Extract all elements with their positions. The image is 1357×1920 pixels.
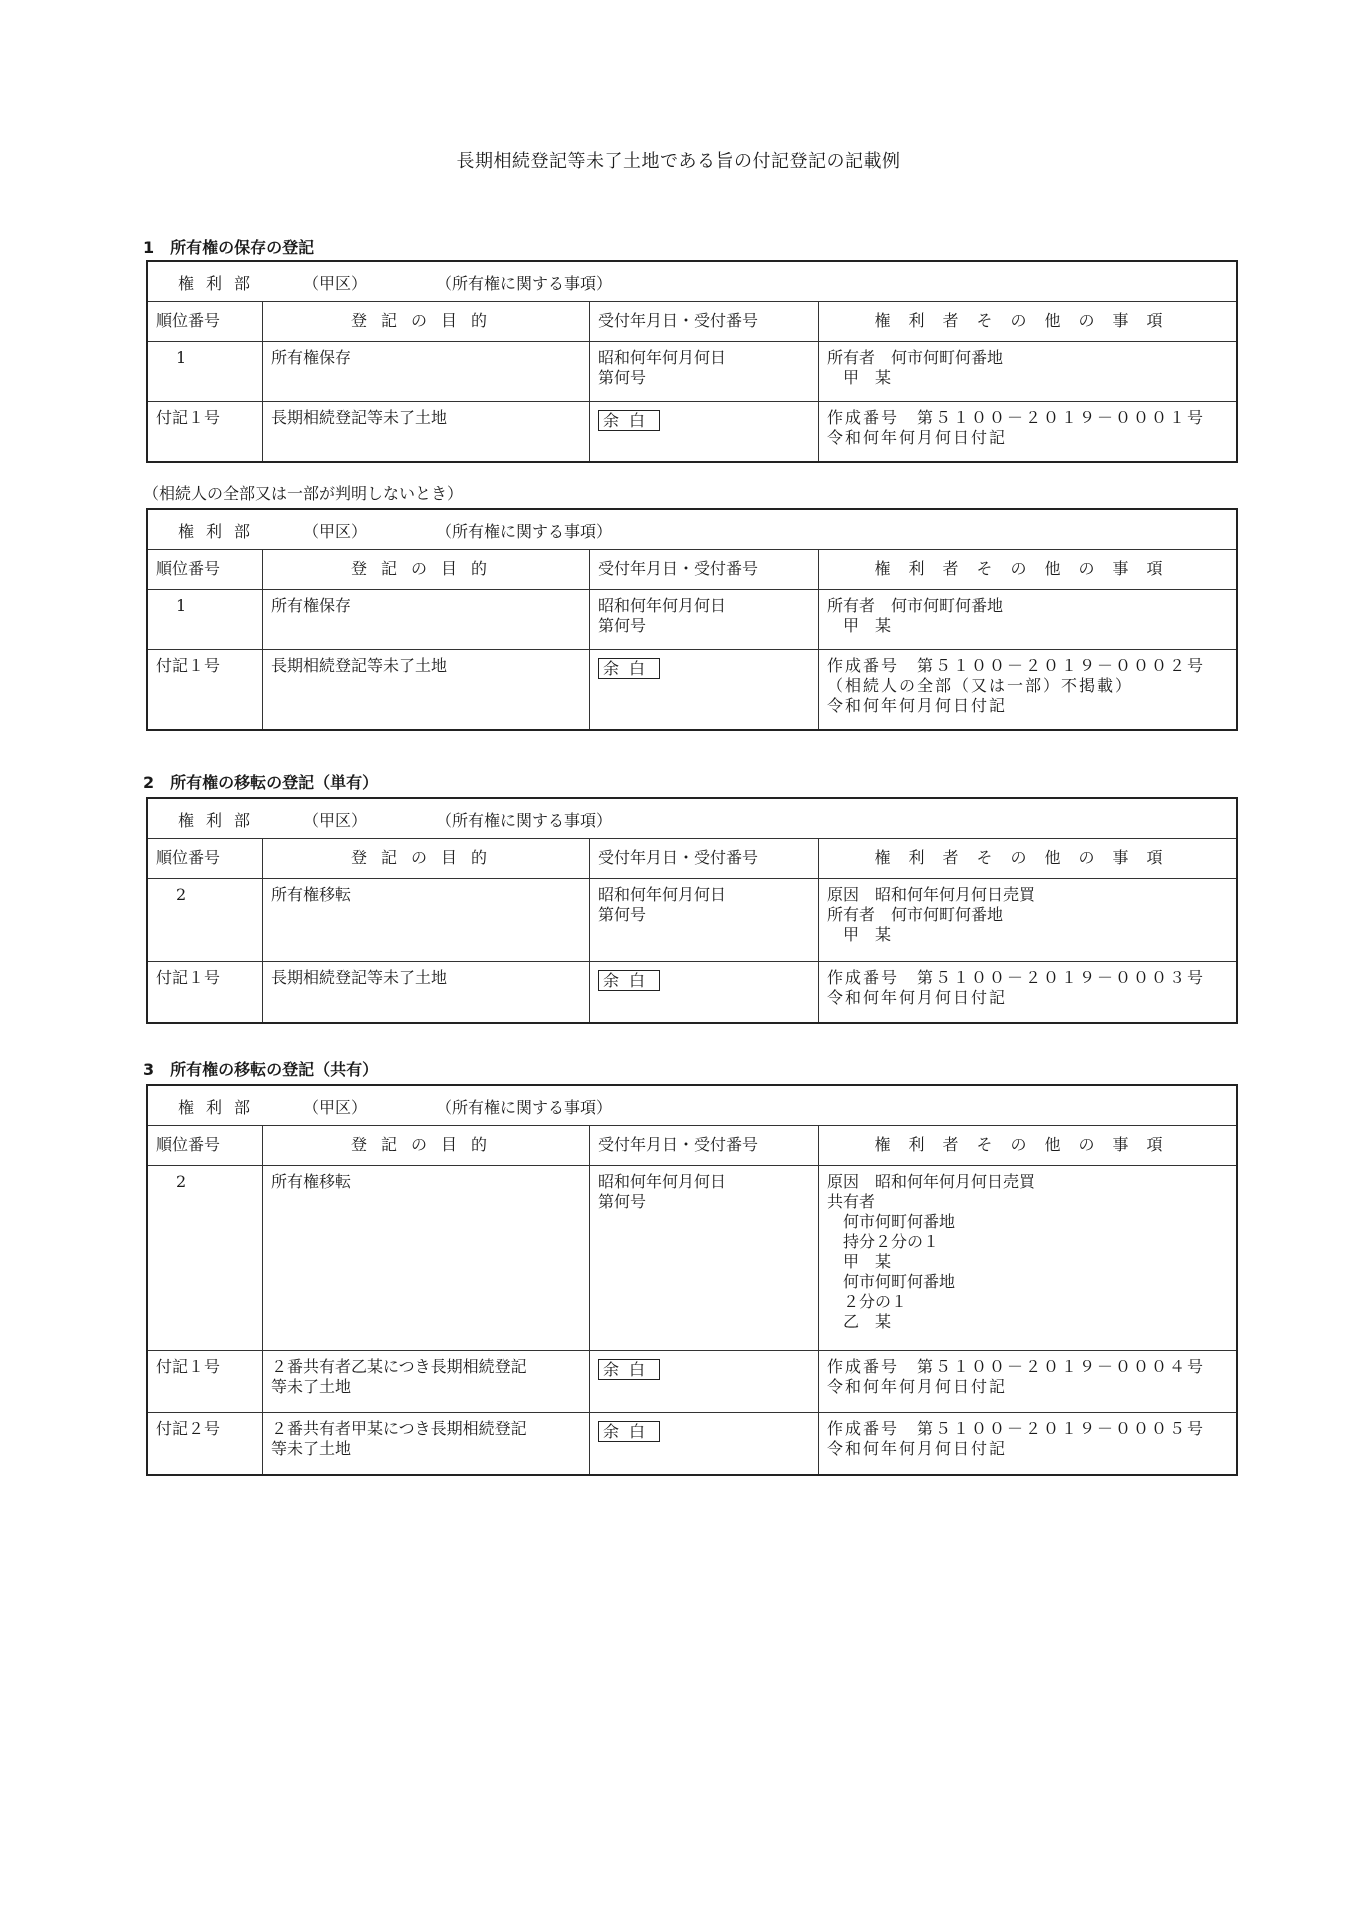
rank-cell: 付記１号 — [148, 650, 263, 729]
column-header-row — [148, 550, 1236, 590]
reception-cell: 昭和何年何月何日 第何号 — [590, 1166, 819, 1350]
table-row — [148, 879, 1236, 962]
ward-label: （甲区） — [303, 1098, 368, 1117]
col-holder: 権利者その他の事項 — [874, 311, 1181, 330]
table-row — [148, 1351, 1236, 1413]
purpose-cell: ２番共有者乙某につき長期相続登記 等未了土地 — [263, 1351, 590, 1412]
matter-label: （所有権に関する事項） — [436, 811, 613, 830]
col-purpose: 登記の目的 — [263, 550, 590, 589]
col-holder: 権利者その他の事項 — [874, 559, 1181, 578]
purpose-cell: ２番共有者甲某につき長期相続登記 等未了土地 — [263, 1413, 590, 1474]
margin-stamp: 余白 — [598, 658, 660, 679]
reception-cell: 昭和何年何月何日 第何号 — [590, 342, 819, 401]
table-header — [148, 799, 1236, 839]
register-table — [146, 508, 1238, 731]
table-header — [148, 1086, 1236, 1126]
ward-label: （甲区） — [303, 274, 368, 293]
section-heading: 3 所有権の移転の登記（共有） — [143, 1060, 379, 1079]
reception-cell — [590, 1413, 819, 1474]
document-title: 長期相続登記等未了土地である旨の付記登記の記載例 — [456, 151, 901, 172]
section-label: 権利部 — [178, 274, 263, 293]
col-rank: 順位番号 — [148, 550, 263, 589]
purpose-cell: 長期相続登記等未了土地 — [263, 962, 590, 1022]
reception-cell — [590, 1351, 819, 1412]
rank-cell: 付記２号 — [148, 1413, 263, 1474]
matter-label: （所有権に関する事項） — [436, 522, 613, 541]
col-reception: 受付年月日・受付番号 — [590, 839, 819, 878]
table-row — [148, 962, 1236, 1022]
rank-cell: 2 — [148, 1166, 263, 1350]
table-row — [148, 342, 1236, 402]
matter-label: （所有権に関する事項） — [436, 1098, 613, 1117]
reception-cell — [590, 402, 819, 461]
purpose-cell: 所有権保存 — [263, 590, 590, 649]
holder-cell: 作成番号 第５１００－２０１９－０００１号 令和何年何月何日付記 — [827, 408, 1206, 447]
table-row — [148, 1166, 1236, 1351]
section-label: 権利部 — [178, 522, 263, 541]
holder-cell: 作成番号 第５１００－２０１９－０００３号 令和何年何月何日付記 — [827, 968, 1206, 1007]
section-label: 権利部 — [178, 811, 263, 830]
note-text: （相続人の全部又は一部が判明しないとき） — [143, 484, 464, 503]
holder-cell: 作成番号 第５１００－２０１９－０００２号 （相続人の全部（又は一部）不掲載） 令和何年何月何日付記 — [827, 656, 1206, 715]
rank-cell: 2 — [148, 879, 263, 961]
margin-stamp: 余白 — [598, 1359, 660, 1380]
register-table — [146, 797, 1238, 1024]
col-purpose: 登記の目的 — [263, 839, 590, 878]
ward-label: （甲区） — [303, 522, 368, 541]
purpose-cell: 所有権保存 — [263, 342, 590, 401]
holder-cell: 原因 昭和何年何月何日売買 所有者 何市何町何番地 甲 某 — [827, 885, 1036, 944]
matter-label: （所有権に関する事項） — [436, 274, 613, 293]
table-row — [148, 650, 1236, 729]
section-heading: 1 所有権の保存の登記 — [143, 238, 315, 257]
col-reception: 受付年月日・受付番号 — [590, 550, 819, 589]
purpose-cell: 所有権移転 — [263, 1166, 590, 1350]
ward-label: （甲区） — [303, 811, 368, 830]
column-header-row — [148, 1126, 1236, 1166]
rank-cell: 付記１号 — [148, 962, 263, 1022]
col-holder: 権利者その他の事項 — [874, 848, 1181, 867]
margin-stamp: 余白 — [598, 410, 660, 431]
holder-cell: 原因 昭和何年何月何日売買 共有者 何市何町何番地 持分２分の１ 甲 某 何市何町何番地 ２分の１ 乙 某 — [827, 1172, 1036, 1331]
col-rank: 順位番号 — [148, 1126, 263, 1165]
margin-stamp: 余白 — [598, 970, 660, 991]
col-holder: 権利者その他の事項 — [874, 1135, 1181, 1154]
section-heading: 2 所有権の移転の登記（単有） — [143, 773, 379, 792]
reception-cell — [590, 650, 819, 729]
rank-cell: 1 — [148, 342, 263, 401]
table-row — [148, 402, 1236, 461]
rank-cell: 1 — [148, 590, 263, 649]
reception-cell: 昭和何年何月何日 第何号 — [590, 590, 819, 649]
col-purpose: 登記の目的 — [263, 1126, 590, 1165]
register-table — [146, 1084, 1238, 1476]
table-header — [148, 262, 1236, 302]
rank-cell: 付記１号 — [148, 1351, 263, 1412]
column-header-row — [148, 302, 1236, 342]
column-header-row — [148, 839, 1236, 879]
table-row — [148, 590, 1236, 650]
register-table — [146, 260, 1238, 463]
rank-cell: 付記１号 — [148, 402, 263, 461]
reception-cell: 昭和何年何月何日 第何号 — [590, 879, 819, 961]
purpose-cell: 長期相続登記等未了土地 — [263, 402, 590, 461]
margin-stamp: 余白 — [598, 1421, 660, 1442]
col-reception: 受付年月日・受付番号 — [590, 1126, 819, 1165]
purpose-cell: 所有権移転 — [263, 879, 590, 961]
holder-cell: 作成番号 第５１００－２０１９－０００５号 令和何年何月何日付記 — [827, 1419, 1206, 1458]
col-rank: 順位番号 — [148, 839, 263, 878]
holder-cell: 作成番号 第５１００－２０１９－０００４号 令和何年何月何日付記 — [827, 1357, 1206, 1396]
col-purpose: 登記の目的 — [263, 302, 590, 341]
col-reception: 受付年月日・受付番号 — [590, 302, 819, 341]
col-rank: 順位番号 — [148, 302, 263, 341]
reception-cell — [590, 962, 819, 1022]
purpose-cell: 長期相続登記等未了土地 — [263, 650, 590, 729]
holder-cell: 所有者 何市何町何番地 甲 某 — [827, 348, 1004, 387]
table-header — [148, 510, 1236, 550]
table-row — [148, 1413, 1236, 1474]
holder-cell: 所有者 何市何町何番地 甲 某 — [827, 596, 1004, 635]
section-label: 権利部 — [178, 1098, 263, 1117]
